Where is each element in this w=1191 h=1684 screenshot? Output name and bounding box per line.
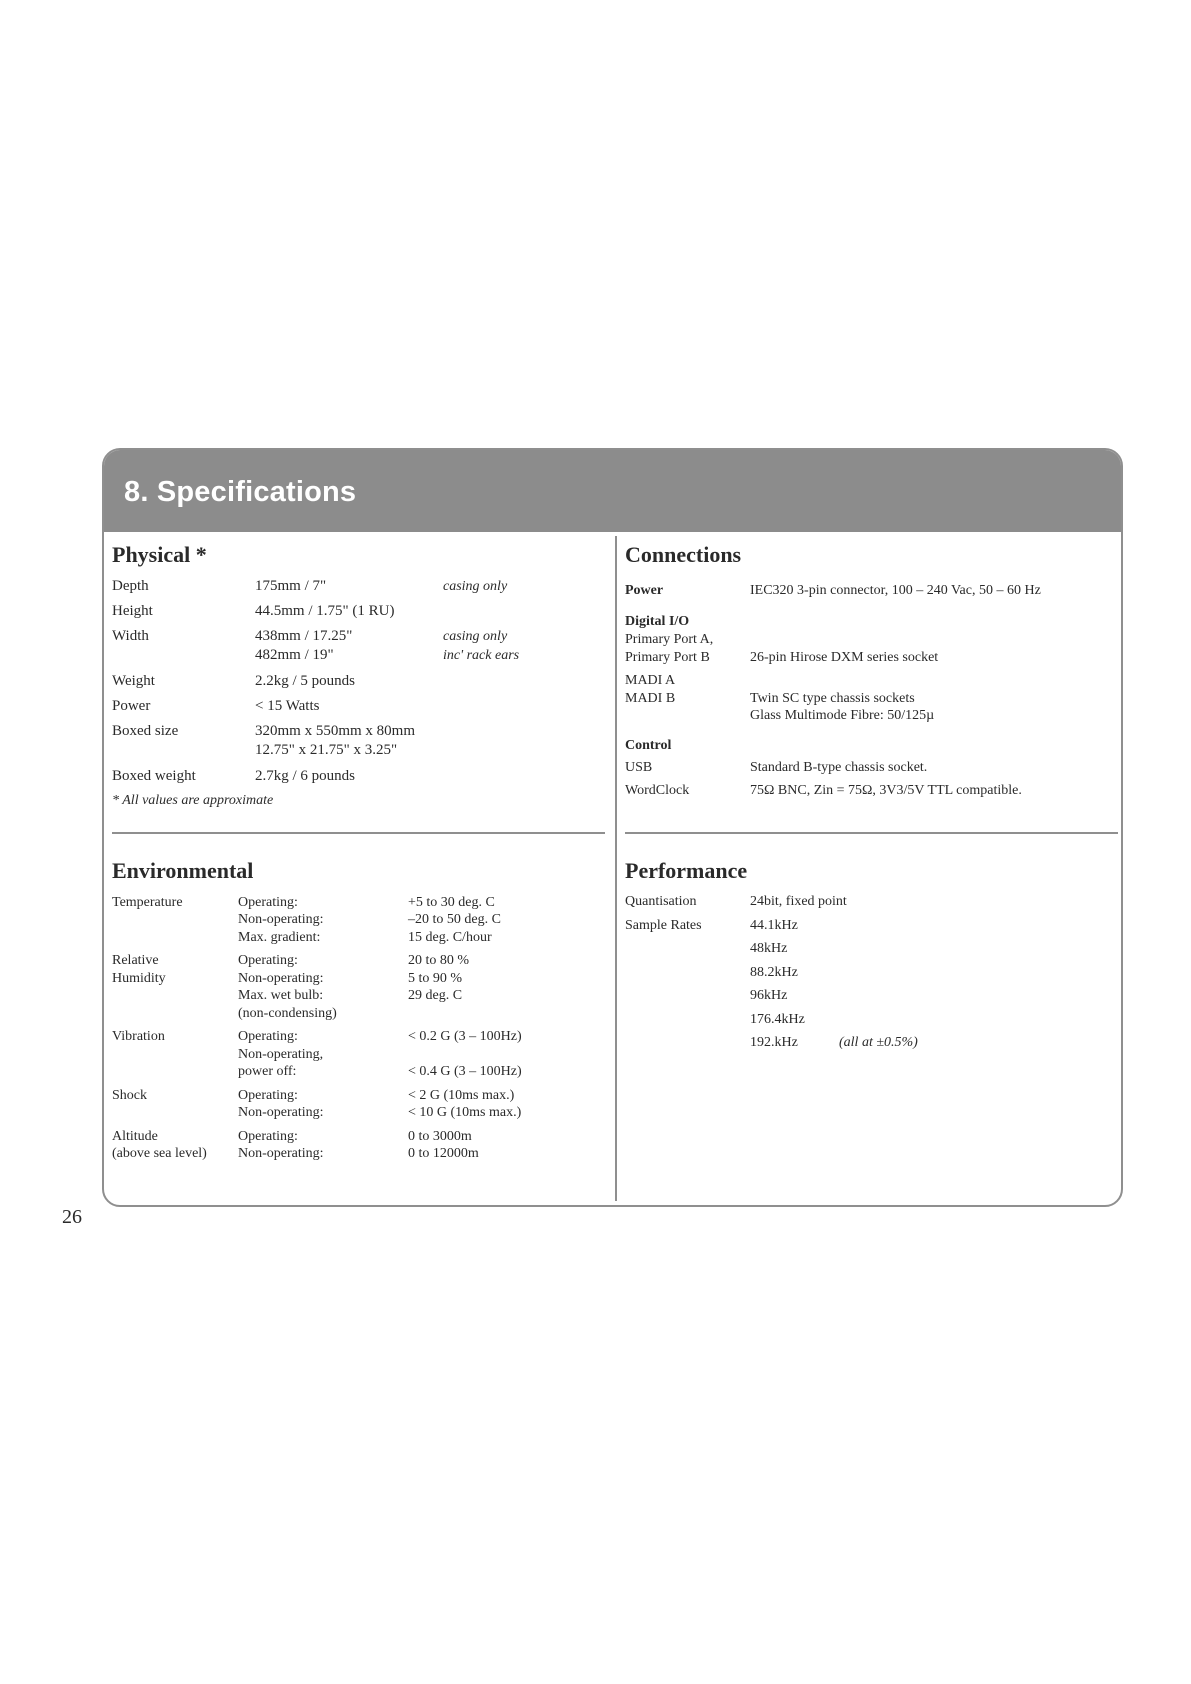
- physical-footnote: * All values are approximate: [112, 793, 274, 808]
- right-section-divider: [625, 832, 1118, 834]
- env-label: Altitude: [112, 1129, 158, 1144]
- spec-note: casing only: [443, 629, 508, 644]
- spec-note-2: inc' rack ears: [443, 648, 520, 663]
- env-value: 5 to 90 %: [408, 971, 463, 986]
- sample-rate: 88.2kHz: [750, 965, 798, 980]
- wordclock-label: WordClock: [625, 783, 690, 798]
- env-condition: Non-operating:: [238, 1146, 324, 1161]
- spec-value-2: 12.75" x 21.75" x 3.25": [255, 742, 398, 758]
- madi-b-label: MADI B: [625, 691, 676, 706]
- power-value: IEC320 3-pin connector, 100 – 240 Vac, 50 – 60 Hz: [750, 583, 1041, 598]
- env-condition: Non-operating:: [238, 1105, 324, 1120]
- sample-rate: 96kHz: [750, 988, 788, 1003]
- sample-rates-note: (all at ±0.5%): [839, 1035, 918, 1050]
- column-divider: [615, 536, 617, 1201]
- sample-rate: 44.1kHz: [750, 918, 798, 933]
- physical-heading: Physical *: [112, 542, 207, 567]
- spec-label: Height: [112, 603, 153, 619]
- performance-heading: Performance: [625, 858, 748, 883]
- madi-a-label: MADI A: [625, 673, 676, 688]
- spec-value-2: 482mm / 19": [255, 647, 334, 663]
- env-value: 15 deg. C/hour: [408, 930, 492, 945]
- env-label-2: (above sea level): [112, 1146, 207, 1161]
- spec-label: Boxed size: [112, 723, 179, 739]
- env-value: < 10 G (10ms max.): [408, 1105, 522, 1120]
- usb-label: USB: [625, 760, 653, 775]
- primary-port-a-label: Primary Port A,: [625, 632, 714, 647]
- spec-value: 44.5mm / 1.75" (1 RU): [255, 603, 395, 619]
- madi-value-1: Twin SC type chassis sockets: [750, 691, 915, 706]
- primary-port-b-label: Primary Port B: [625, 650, 710, 665]
- quantisation-label: Quantisation: [625, 894, 697, 909]
- env-condition: Operating:: [238, 1129, 298, 1144]
- sample-rate: 176.4kHz: [750, 1012, 805, 1027]
- env-condition: Operating:: [238, 895, 298, 910]
- spec-label: Power: [112, 698, 151, 714]
- spec-label: Width: [112, 628, 149, 644]
- env-label: Temperature: [112, 895, 183, 910]
- env-condition: power off:: [238, 1064, 297, 1079]
- sample-rate: 48kHz: [750, 941, 788, 956]
- env-condition: Non-operating:: [238, 971, 324, 986]
- title-bar: [104, 450, 1121, 532]
- env-value: < 0.2 G (3 – 100Hz): [408, 1029, 522, 1044]
- spec-value: 2.2kg / 5 pounds: [255, 673, 356, 689]
- env-value: 20 to 80 %: [408, 953, 470, 968]
- spec-note: casing only: [443, 579, 508, 594]
- power-label: Power: [625, 583, 664, 598]
- madi-value-2: Glass Multimode Fibre: 50/125µ: [750, 708, 935, 723]
- spec-label: Depth: [112, 578, 149, 594]
- spec-value: 438mm / 17.25": [255, 628, 353, 644]
- env-value: 0 to 3000m: [408, 1129, 472, 1144]
- sample-rate: 192.kHz: [750, 1035, 798, 1050]
- env-value: 0 to 12000m: [408, 1146, 479, 1161]
- spec-value: 175mm / 7": [255, 578, 327, 594]
- connections-heading: Connections: [625, 542, 742, 567]
- env-label: Relative: [112, 953, 159, 968]
- control-label: Control: [625, 738, 672, 753]
- spec-label: Boxed weight: [112, 768, 196, 784]
- usb-value: Standard B-type chassis socket.: [750, 760, 928, 775]
- page-title: 8. Specifications: [124, 476, 357, 508]
- spec-value: 320mm x 550mm x 80mm: [255, 723, 416, 739]
- env-label: Vibration: [112, 1029, 165, 1044]
- env-condition: Operating:: [238, 953, 298, 968]
- wordclock-value: 75Ω BNC, Zin = 75Ω, 3V3/5V TTL compatible.: [750, 783, 1022, 798]
- env-label: Shock: [112, 1088, 147, 1103]
- left-section-divider: [112, 832, 605, 834]
- environmental-heading: Environmental: [112, 858, 254, 883]
- env-value: < 2 G (10ms max.): [408, 1088, 515, 1103]
- spec-value: < 15 Watts: [255, 698, 320, 714]
- env-condition: Non-operating:: [238, 912, 324, 927]
- spec-value: 2.7kg / 6 pounds: [255, 768, 356, 784]
- env-condition: (non-condensing): [238, 1006, 337, 1021]
- env-condition: Max. wet bulb:: [238, 988, 324, 1003]
- digital-io-label: Digital I/O: [625, 614, 690, 629]
- env-condition: Operating:: [238, 1088, 298, 1103]
- env-label-2: Humidity: [112, 971, 166, 986]
- env-condition: Operating:: [238, 1029, 298, 1044]
- env-condition: Non-operating,: [238, 1047, 324, 1062]
- page-number: 26: [62, 1206, 82, 1228]
- env-value: –20 to 50 deg. C: [408, 912, 501, 927]
- env-value: +5 to 30 deg. C: [408, 895, 495, 910]
- sample-rates-label: Sample Rates: [625, 918, 702, 933]
- quantisation-value: 24bit, fixed point: [750, 894, 847, 909]
- spec-label: Weight: [112, 673, 155, 689]
- env-value: 29 deg. C: [408, 988, 463, 1003]
- specifications-panel: [102, 448, 1123, 1207]
- env-value: < 0.4 G (3 – 100Hz): [408, 1064, 522, 1079]
- env-condition: Max. gradient:: [238, 930, 321, 945]
- primary-port-value: 26-pin Hirose DXM series socket: [750, 650, 939, 665]
